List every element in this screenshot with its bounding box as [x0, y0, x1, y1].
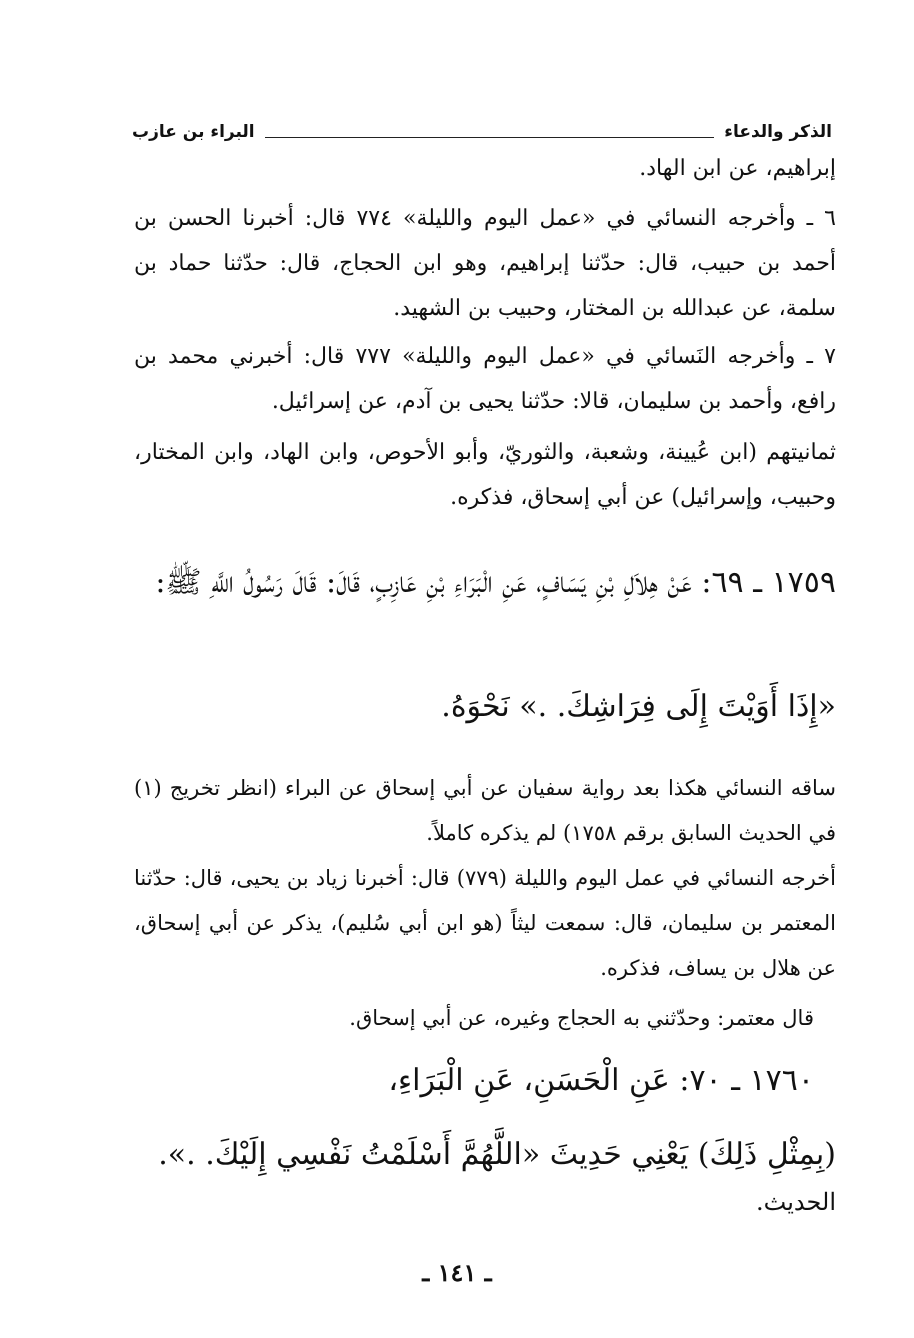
hadith-1760-isnad: ١٧٦٠ ـ ٧٠: عَنِ الْحَسَنِ، عَنِ الْبَرَاءِ، [388, 1063, 814, 1098]
paragraph-note-1759: ساقه النسائي هكذا بعد رواية سفيان عن أبي إسحاق عن البراء (انظر تخريج (١) في الحديث السابق برقم ١٧٥٨) لم يذكره كاملاً. [134, 776, 836, 845]
page-number: ـ ١٤١ ـ [422, 1258, 492, 1287]
paragraph-mutamir: قال معتمر: وحدّثني به الحجاج وغيره، عن أبي إسحاق. [349, 1006, 814, 1030]
paragraph-takhrij-7: ٧ ـ وأخرجه النَسائي في «عمل اليوم والليلة» ٧٧٧ قال: أخبرني محمد بن رافع، وأحمد بن سليمان، قالا: حدّثنا يحيى بن آدم، عن إسرائيل. [134, 344, 836, 414]
header-rule [265, 137, 715, 138]
paragraph-takhrij-6: ٦ ـ وأخرجه النسائي في «عمل اليوم والليلة» ٧٧٤ قال: أخبرنا الحسن بن أحمد بن حبيب، قال: حدّثنا إبراهيم، وهو ابن الحجاج، قال: حدّثنا حماد بن سلمة، عن عبدالله بن المختار، وحبيب بن الشهيد. [134, 206, 836, 321]
header-chapter-title: الذكر والدعاء [724, 122, 832, 142]
paragraph-takhrij-1759: أخرجه النسائي في عمل اليوم والليلة (٧٧٩) قال: أخبرنا زياد بن يحيى، قال: حدّثنا المعتمر بن سليمان، قال: سمعت ليثاً (هو ابن أبي سُليم)، يذكر عن أبي إسحاق، عن هلال بن يساف، فذكره. [134, 866, 836, 980]
header-companion-name: البراء بن عازب [132, 122, 255, 142]
hadith-1759-isnad: ١٧٥٩ ـ ٦٩: عَنْ هِلاَلِ بْنِ يَسَافٍ، عَنِ الْبَرَاءِ بْنِ عَازِبٍ، قَالَ: قَالَ رَسُولُ اللَّهِ ﷺ: [155, 565, 836, 600]
paragraph-continuation: إبراهيم، عن ابن الهاد. [639, 156, 836, 181]
paragraph-summary: ثمانيتهم (ابن عُيينة، وشعبة، والثوريّ، وأبو الأحوص، وابن الهاد، وابن المختار، وحبيب، وإسرائيل) عن أبي إسحاق، فذكره. [134, 440, 836, 510]
hadith-1760-matn: (بِمِثْلِ ذَلِكَ) يَعْنِي حَدِيثَ «اللَّهُمَّ أَسْلَمْتُ نَفْسِي إِلَيْكَ. .». [158, 1137, 836, 1172]
hadith-1759-matn: «إِذَا أَوَيْتَ إِلَى فِرَاشِكَ. .» نَحْوَهُ. [441, 689, 836, 724]
running-header [132, 114, 832, 150]
paragraph-hadith-end: الحديث. [756, 1188, 836, 1216]
